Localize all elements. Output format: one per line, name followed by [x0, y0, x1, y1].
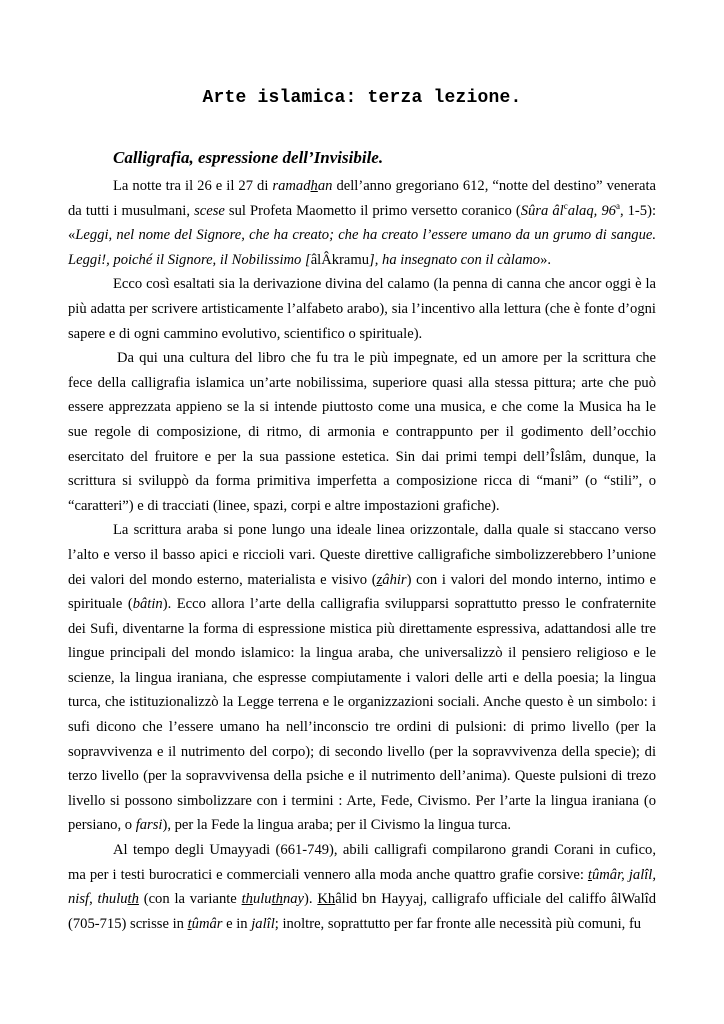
paragraph-4: La scrittura araba si pone lungo una ideale linea orizzontale, dalla quale si staccano verso l’alto e verso il basso apici e riccioli vari. Queste direttive calligrafiche simbolizzerebbero l’unione dei valori del mondo esterno, materialista e visivo (zâhir) con i valori del mondo interno, intimo e spirituale (bâtin). Ecco allora l’arte della calligrafia svilupparsi soprattutto presso le confraternite dei Sufi, diventarne la forma di espressione mistica più direttamente espressiva, adattandosi alle tre lingue principali del mondo islamico: la lingua araba, che universalizzò il pensiero religioso e le scienze, la lingua iraniana, che espresse compiutamente i valori delle arti e della poesia; la lingua turca, che istituzionalizzò la Legge terrena e le organizzazioni sociali. Anche questo è un simbolo: i sufi dicono che l’essere umano ha nell’inconscio tre ordini di pulsioni: di primo livello (per la sopravvivenza e il nutrimento del corpo); di secondo livello (per la sopravvivenza della specie); di terzo livello (per la sopravvivensa della psiche e il nutrimento dell’anima). Queste pulsioni di trezo livello si possono simbolizzare con i termini : Arte, Fede, Civismo. Per l’arte la lingua iraniana (o persiano, o farsi), per la Fede la lingua araba; per il Civismo la lingua turca. — [68, 522, 657, 834]
page-title: Arte islamica: terza lezione. — [202, 88, 522, 108]
paragraph-3: Da qui una cultura del libro che fu tra le più impegnate, ed un amore per la scrittura che fece della calligrafia islamica un’arte nobilissima, superiore quasi alla stessa pittura; arte che può essere apprezzata appieno se la si intende piuttosto come una musica, e che come la Musica ha le sue regole di composizione, di ritmo, di armonia e contrappunto per il godimento dell’occhio esercitato del fruitore e per la sua passione estetica. Sin dai primi tempi dell’Îslâm, dunque, la scrittura si sviluppò da forma primitiva imperfetta a composizione ricca di “mani” (o “stili”, o “caratteri”) e di tracciati (linee, spazi, corpi e altre impostazioni grafiche). — [68, 350, 656, 514]
section-subtitle: Calligrafia, espressione dell’Invisibile. — [113, 148, 384, 167]
paragraph-5: Al tempo degli Umayyadi (661-749), abili calligrafi compilarono grandi Corani in cufico, ma per i testi burocratici e commerciali vennero alla moda anche quattro grafie corsive: tûmâr, jalîl, nisf, thuluth (con la variante thuluthnay). Khâlid bn Hayyaj, calligrafo ufficiale del califfo âlWalîd (705-715) scrisse in tûmâr e in jalîl; inoltre, soprattutto per far fronte alle necessità più comuni, fu — [68, 842, 657, 932]
document-body — [68, 174, 656, 936]
paragraph-1: La notte tra il 26 e il 27 di ramadhan dell’anno gregoriano 612, “notte del destino” venerata da tutti i musulmani, scese sul Profeta Maometto il primo versetto coranico (Sûra $âl^calaq$, 96$^a$, 1-5): «Leggi, nel nome del Signore, che ha creato; che ha creato l’essere umano da un grumo di sangue. Leggi!, poiché il Signore, il Nobilissimo [âlÂkramu], ha insegnato con il càlamo». — [68, 178, 657, 268]
paragraph-2: Ecco così esaltati sia la derivazione divina del calamo (la penna di canna che ancor oggi è la più adatta per scrivere artisticamente l’alfabeto arabo), sia l’incentivo alla lettura (che è fonte d’ogni sapere e di ogni cammino evolutivo, scientifico o spirituale). — [68, 276, 656, 342]
